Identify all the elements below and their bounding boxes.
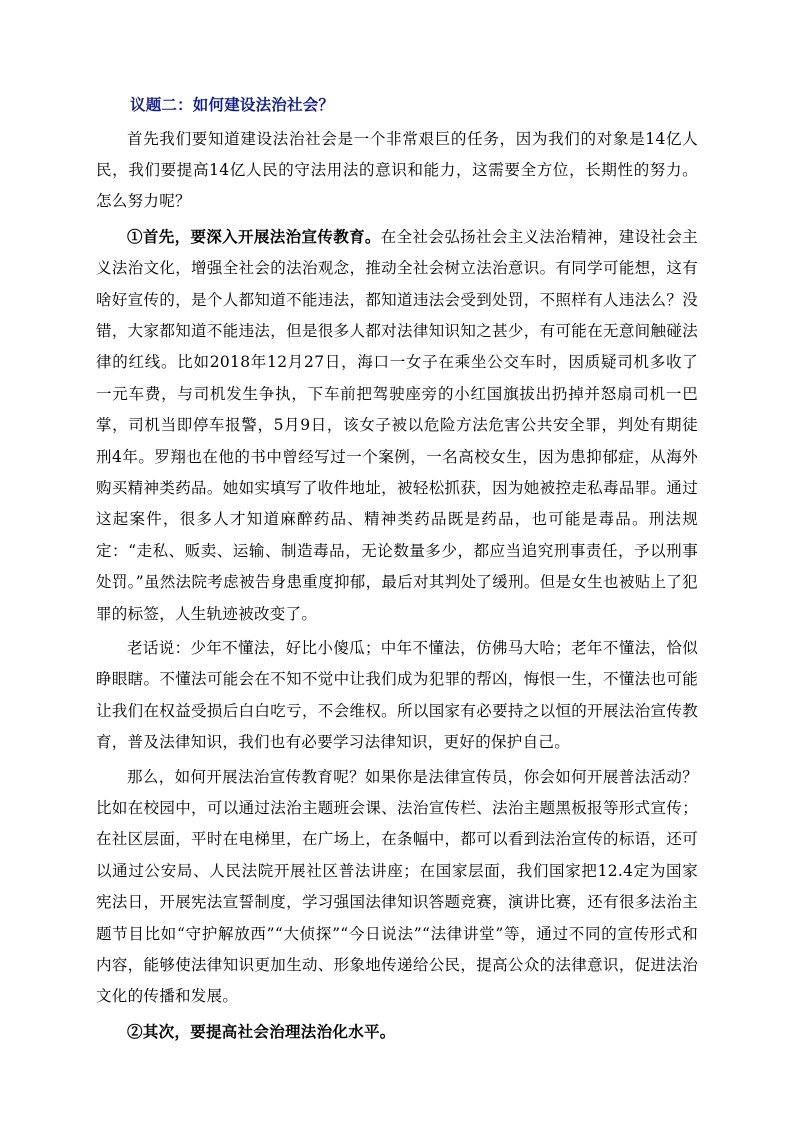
section-heading: 议题二：如何建设法治社会？	[130, 95, 335, 114]
paragraph-text: 在全社会弘扬社会主义法治精神，建设社会主义法治文化，增强全社会的法治观念，推动全社会树立法治意识。有同学可能想，这有啥好宣传的，是个人都知道不能违法，都知道违法会受到处罚，不照样有人违法么？没错，大家都知道不能违法，但是很多人都对法律知识知之甚少，有可能在无意间触碰法律的红线。比如2018年12月27日，海口一女子在乘坐公交车时，因质疑司机多收了一元车费，与司机发生争执，下车前把驾驶座旁的小红国旗拔出扔掉并怒扇司机一巴掌，司机当即停车报警，5月9日，该女子被以危险方法危害公共安全罪，判处有期徒刑4年。罗翔也在他的书中曾经写过一个案例，一名高校女生，因为患抑郁症，从海外购买精神类药品。她如实填写了收件地址，被轻松抓获，因为她被控走私毒品罪。通过这起案件，很多人才知道麻醉药品、精神类药品既是药品，也可能是毒品。刑法规定：“走私、贩卖、运输、制造毒品，无论数量多少，都应当追究刑事责任，予以刑事处罚。”虽然法院考虑被告身患重度抑郁，最后对其判处了缓刑。但是女生也被贴上了犯罪的标签，人生轨迹被改变了。	[96, 227, 698, 623]
paragraph-text: 首先我们要知道建设法治社会是一个非常艰巨的任务，因为我们的对象是14亿人民，我们要提高14亿人民的守法用法的意识和能力，这需要全方位，长期性的努力。怎么努力呢？	[96, 129, 698, 211]
paragraph-text: 老话说：少年不懂法，好比小傻瓜；中年不懂法，仿佛马大哈；老年不懂法，恰似睁眼瞎。不懂法可能会在不知不觉中让我们成为犯罪的帮凶，悔恨一生，不懂法也可能让我们在权益受损后白白吃亏，不会维权。所以国家有必要持之以恒的开展法治宣传教育，普及法律知识，我们也有必要学习法律知识，更好的保护自己。	[96, 639, 698, 752]
paragraph-point-two	[96, 1016, 698, 1047]
paragraph-saying	[96, 633, 698, 759]
paragraph-lead: ①首先，要深入开展法治宣传教育。	[127, 226, 381, 246]
paragraph-text: 那么，如何开展法治宣传教育呢？如果你是法律宣传员，你会如何开展普法活动？比如在校园中，可以通过法治主题班会课、法治宣传栏、法治主题黑板报等形式宣传；在社区层面，平时在电梯里，在广场上，在条幅中，都可以看到法治宣传的标语，还可以通过公安局、人民法院开展社区普法讲座；在国家层面，我们国家把12.4定为国家宪法日，开展宪法宣誓制度，学习强国法律知识答题竞赛，演讲比赛，还有很多法治主题节目比如“守护解放西”“大侦探”“今日说法”“法律讲堂”等，通过不同的宣传形式和内容，能够使法律知识更加生动、形象地传递给公民，提高公众的法律意识，促进法治文化的传播和发展。	[96, 767, 698, 1006]
paragraph-how-to	[96, 762, 698, 1013]
document-page	[96, 86, 698, 1047]
paragraph-intro	[96, 124, 698, 218]
paragraph-point-one	[96, 221, 698, 630]
paragraph-lead: ②其次，要提高社会治理法治化水平。	[127, 1021, 396, 1041]
